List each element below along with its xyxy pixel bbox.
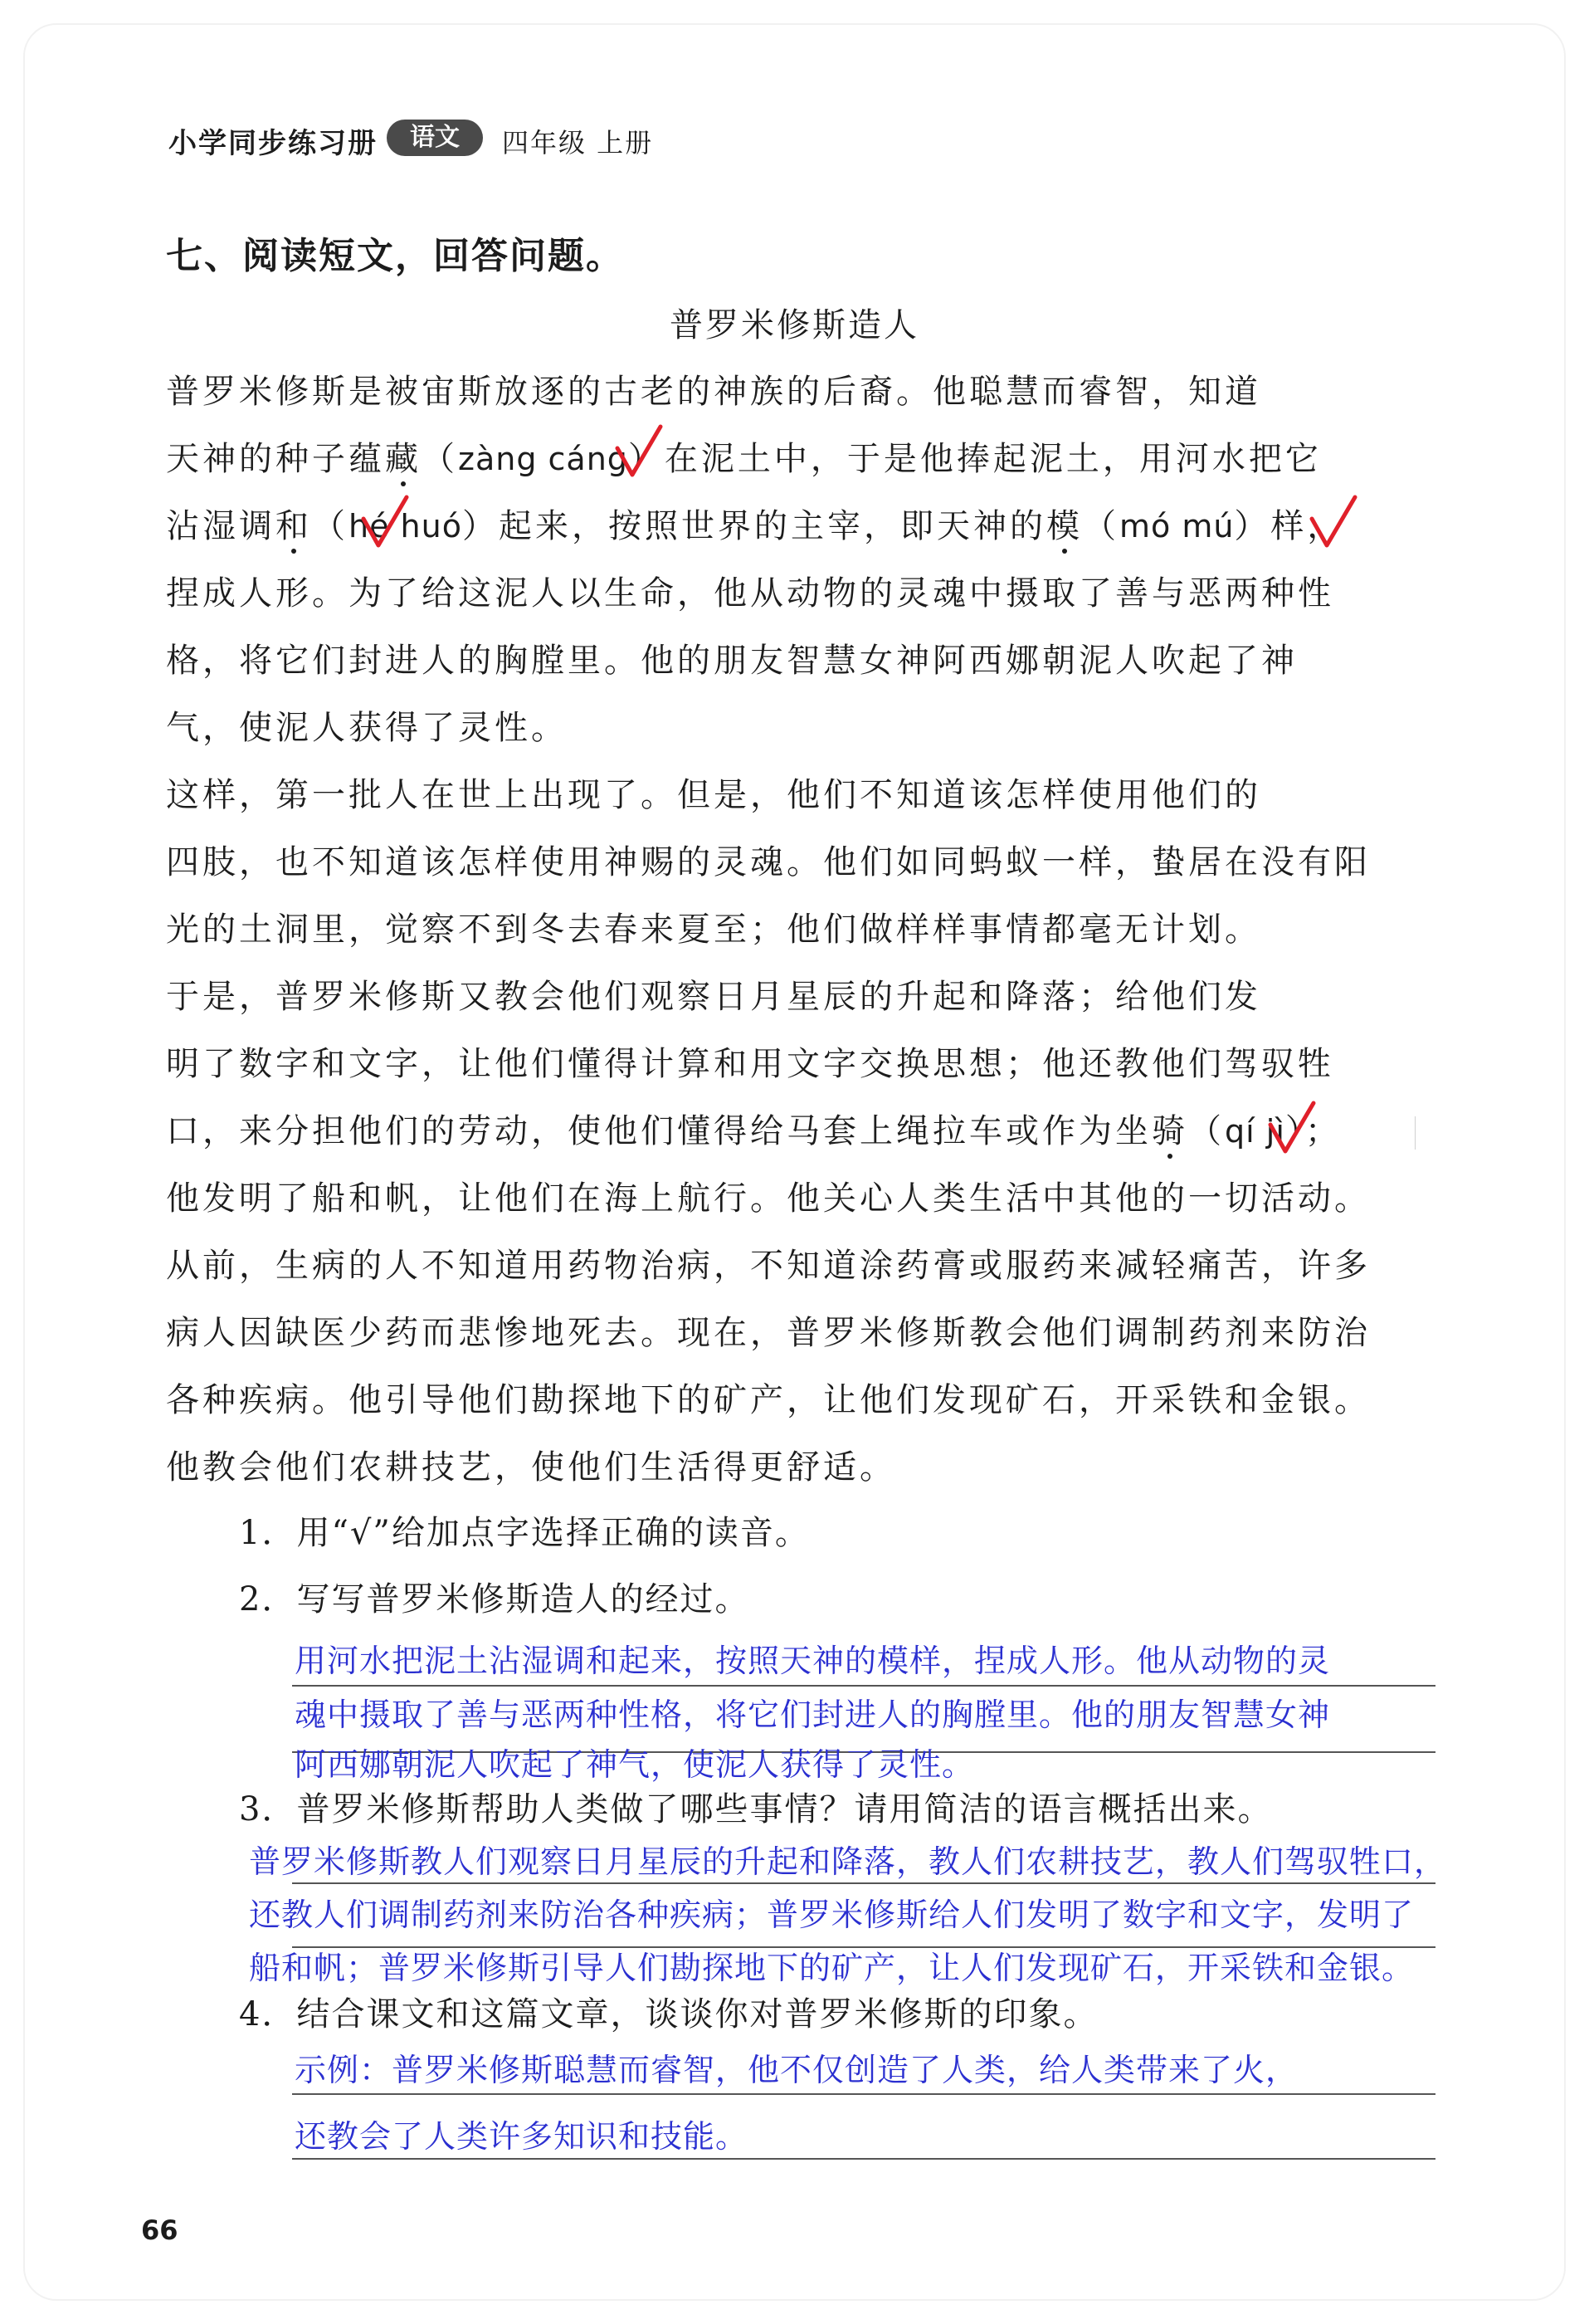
check-mark-icon (1307, 494, 1360, 552)
text-run: 四肢，也不知道该怎样使用神赐的灵魂。他们如同蚂蚁一样，蛰居在没有阳 (166, 843, 1371, 881)
answer-rule (292, 2158, 1435, 2160)
text-run: 格，将它们封进人的胸膛里。他的朋友智慧女神阿西娜朝泥人吹起了神 (166, 642, 1298, 680)
section-heading: 七、阅读短文，回答问题。 (166, 235, 624, 277)
pinyin-options: hé huó (349, 508, 462, 544)
text-run: （ (312, 507, 349, 545)
subject-badge: 语文 (387, 120, 483, 156)
dotted-character: 模 (1046, 500, 1083, 547)
answer-rule (292, 1882, 1435, 1884)
text-run: 从前，生病的人不知道用药物治病，不知道涂药膏或服药来减轻痛苦，许多 (166, 1247, 1371, 1285)
text-run: 他发明了船和帆，让他们在海上航行。他关心人类生活中其他的一切活动。 (166, 1179, 1371, 1218)
text-run: 光的土洞里，觉察不到冬去春来夏至；他们做样样事情都毫无计划。 (166, 911, 1261, 949)
dotted-character: 骑 (1152, 1105, 1188, 1152)
question-4: 4．结合课文和这篇文章，谈谈你对普罗米修斯的印象。 (239, 1995, 1099, 2034)
question-1: 1．用“√”给加点字选择正确的读音。 (239, 1514, 810, 1552)
pinyin-options: qí jì (1225, 1113, 1285, 1150)
text-run: ）样， (1234, 507, 1344, 545)
check-mark-icon (358, 494, 412, 552)
text-run: 口，来分担他们的劳动，使他们懂得给马套上绳拉车或作为坐 (166, 1112, 1152, 1150)
answer-4-line: 还教会了人类许多知识和技能。 (295, 2118, 748, 2155)
text-run: ）在泥土中，于是他捧起泥土，用河水把它 (627, 440, 1322, 478)
answer-2-line: 魂中摄取了善与恶两种性格，将它们封进人的胸膛里。他的朋友智慧女神 (295, 1697, 1331, 1733)
text-run: 普罗米修斯是被宙斯放逐的古老的神族的后裔。他聪慧而睿智，知道 (166, 373, 1261, 411)
answer-2-line: 用河水把泥土沾湿调和起来，按照天神的模样，捏成人形。他从动物的灵 (295, 1643, 1331, 1679)
text-run: 各种疾病。他引导他们勘探地下的矿产，让他们发现矿石，开采铁和金银。 (166, 1381, 1371, 1419)
article-line (166, 1172, 1435, 1219)
article-line (166, 1306, 1435, 1354)
page-number: 66 (141, 2214, 178, 2246)
article-title: 普罗米修斯造人 (670, 306, 919, 344)
article-line (166, 634, 1435, 681)
article-line (166, 432, 1435, 480)
article-line (166, 701, 1435, 749)
check-mark-icon (1265, 1100, 1318, 1158)
article-line (166, 903, 1435, 950)
text-run: 沾湿调 (166, 507, 275, 545)
text-run: 这样，第一批人在世上出现了。但是，他们不知道该怎样使用他们的 (166, 776, 1261, 814)
grade-label: 四年级 上册 (502, 127, 654, 159)
article-line (166, 769, 1435, 816)
answer-2-line: 阿西娜朝泥人吹起了神气，使泥人获得了灵性。 (295, 1746, 975, 1783)
text-run: 捏成人形。为了给这泥人以生命，他从动物的灵魂中摄取了善与恶两种性 (166, 574, 1334, 613)
article-line (166, 365, 1435, 413)
text-run: （ (1188, 1112, 1225, 1150)
article-line (166, 567, 1435, 614)
check-mark-icon (612, 423, 665, 481)
dotted-character: 藏 (385, 432, 422, 480)
pinyin-options: mó mú (1119, 508, 1235, 544)
article-line (166, 1239, 1435, 1286)
question-2: 2．写写普罗米修斯造人的经过。 (239, 1580, 750, 1618)
article-line (166, 836, 1435, 883)
article-line (166, 1038, 1435, 1085)
text-run: ）； (1284, 1112, 1342, 1150)
pinyin-options: zàng cáng (458, 441, 628, 477)
dotted-character: 和 (275, 500, 312, 547)
article-line (166, 1441, 1435, 1488)
text-run: （ (422, 440, 458, 478)
text-run: 明了数字和文字，让他们懂得计算和用文字交换思想；他还教他们驾驭牲 (166, 1045, 1334, 1083)
article-line (166, 500, 1435, 547)
text-run: 天神的种子蕴 (166, 440, 385, 478)
question-3: 3．普罗米修斯帮助人类做了哪些事情？请用简洁的语言概括出来。 (239, 1790, 1273, 1828)
article-line (166, 1105, 1435, 1152)
text-run: 病人因缺医少药而悲惨地死去。现在，普罗米修斯教会他们调制药剂来防治 (166, 1314, 1371, 1352)
answer-rule (292, 1685, 1435, 1687)
answer-4-line: 示例：普罗米修斯聪慧而睿智，他不仅创造了人类，给人类带来了火， (295, 2052, 1299, 2088)
margin-tick (1415, 1116, 1416, 1150)
text-run: 他教会他们农耕技艺，使他们生活得更舒适。 (166, 1448, 896, 1487)
answer-3-line: 普罗米修斯教人们观察日月星辰的升起和降落，教人们农耕技艺，教人们驾驭牲口， (249, 1843, 1447, 1880)
answer-rule (292, 2093, 1435, 2095)
text-run: 于是，普罗米修斯又教会他们观察日月星辰的升起和降落；给他们发 (166, 978, 1261, 1016)
text-run: （ (1082, 507, 1119, 545)
answer-3-line: 还教人们调制药剂来防治各种疾病；普罗米修斯给人们发明了数字和文字，发明了 (249, 1897, 1415, 1933)
answer-3-line: 船和帆；普罗米修斯引导人们勘探地下的矿产，让人们发现矿石，开采铁和金银。 (249, 1950, 1415, 1986)
book-title: 小学同步练习册 (168, 127, 378, 160)
text-run: 气，使泥人获得了灵性。 (166, 709, 568, 747)
article-line (166, 970, 1435, 1018)
article-line (166, 1374, 1435, 1421)
text-run: ）起来，按照世界的主宰，即天神的 (461, 507, 1046, 545)
